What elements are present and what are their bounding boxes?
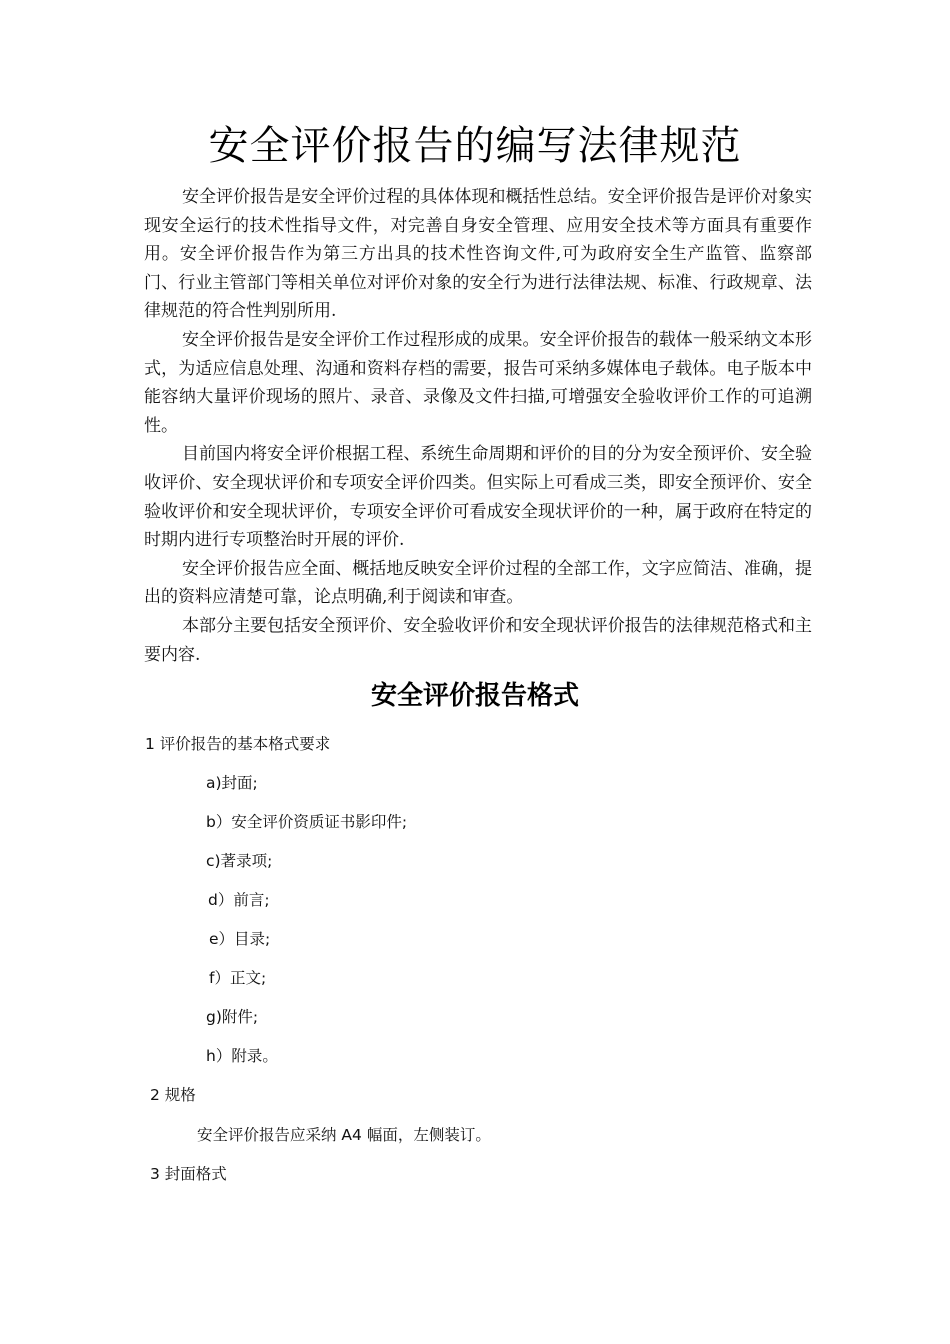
paragraph: 安全评价报告是安全评价工作过程形成的成果。安全评价报告的载体一般采纳文本形式，为适应信息处理、沟通和资料存档的需要，报告可采纳多媒体电子载体。电子版本中能容纳大量评价现场的照片、录音、录像及文件扫描,可增强安全验收评价工作的可追溯性。 [144,329,812,436]
paragraph: 安全评价报告应全面、概括地反映安全评价过程的全部工作，文字应简洁、准确，提出的资料应清楚可靠，论点明确,利于阅读和审查。 [144,558,812,608]
document-title: 安全评价报告的编写法律规范 [208,123,742,169]
list-item: c)著录项; [206,852,273,870]
paragraph: 安全评价报告是安全评价过程的具体体现和概括性总结。安全评价报告是评价对象实现安全运行的技术性指导文件，对完善自身安全管理、应用安全技术等方面具有重要作用。安全评价报告作为第三方出具的技术性咨询文件,可为政府安全生产监管、监察部门、行业主管部门等相关单位对评价对象的安全行为进行法律法规、标准、行政规章、法律规范的符合性判别所用. [144,187,812,322]
section-heading: 安全评价报告格式 [370,681,579,711]
list-item: b）安全评价资质证书影印件; [206,813,408,831]
list-item: d）前言; [208,891,270,909]
paragraph: 本部分主要包括安全预评价、安全验收评价和安全现状评价报告的法律规范格式和主要内容. [144,615,812,665]
list-item: e）目录; [209,930,271,948]
item3-heading: 3 封面格式 [150,1165,227,1183]
list-item: g)附件; [206,1008,259,1026]
item1-heading: 1 评价报告的基本格式要求 [145,735,331,753]
list-item: h）附录。 [206,1047,278,1065]
item2-text: 安全评价报告应采纳 A4 幅面，左侧装订。 [197,1126,491,1144]
intro-body [144,183,812,669]
item2-heading: 2 规格 [150,1086,196,1104]
list-item: f）正文; [209,969,267,987]
paragraph: 目前国内将安全评价根据工程、系统生命周期和评价的目的分为安全预评价、安全验收评价、安全现状评价和专项安全评价四类。但实际上可看成三类，即安全预评价、安全验收评价和安全现状评价，专项安全评价可看成安全现状评价的一种，属于政府在特定的时期内进行专项整治时开展的评价. [144,444,812,551]
list-item: a)封面; [206,774,258,792]
